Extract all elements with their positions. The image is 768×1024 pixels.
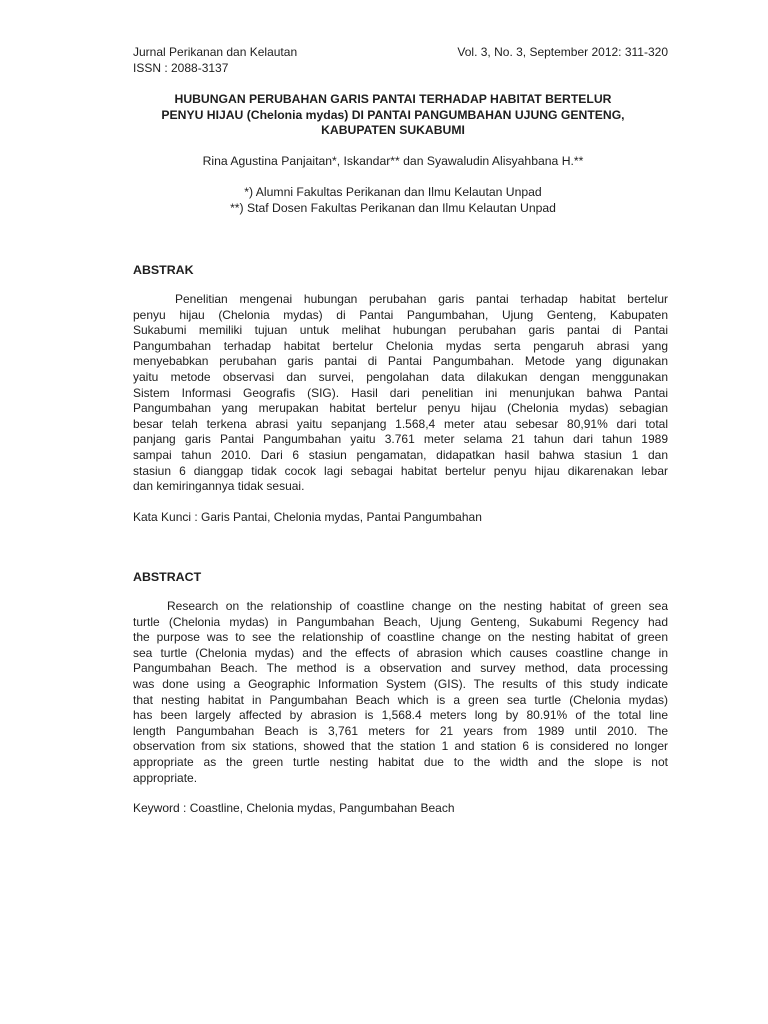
volume-info: Vol. 3, No. 3, September 2012: 311-320 (457, 45, 668, 59)
abstrak-line: besar telah terkena abrasi yaitu sepanjang 1.568,4 meter atau sebesar 80,91% dari total (133, 416, 668, 431)
affiliation: **) Staf Dosen Fakultas Perikanan dan Ilmu Kelautan Unpad (230, 201, 556, 215)
title-line: HUBUNGAN PERUBAHAN GARIS PANTAI TERHADAP HABITAT BERTELUR (174, 92, 612, 106)
affiliations (118, 184, 668, 216)
paper-title (118, 92, 668, 139)
abstract-line: the purpose was to see the relationship of coastline change on the nesting habitat of green (133, 630, 668, 645)
abstrak-line: stasiun 6 dianggap tidak cocok lagi sebagai habitat bertelur penyu hijau dikarenakan lebar (133, 463, 668, 478)
abstrak-line: dan kemiringannya tidak sesuai. (133, 479, 305, 494)
keywords: Keyword : Coastline, Chelonia mydas, Pangumbahan Beach (133, 801, 455, 815)
abstract-heading: ABSTRACT (133, 570, 202, 584)
abstract-line: Research on the relationship of coastline change on the nesting habitat of green sea (167, 599, 668, 613)
abstrak-line: penyu hijau (Chelonia mydas) di Pantai Pangumbahan, Ujung Genteng, Kabupaten (133, 307, 668, 322)
abstrak-line: Sistem Informasi Geografis (SIG). Hasil dari penelitian ini menunjukan bahwa Pantai (133, 385, 668, 400)
abstrak-line: Pangumbahan yang merupakan habitat bertelur penyu hijau (Chelonia mydas) sebagian (133, 401, 668, 416)
abstract-body (133, 599, 668, 786)
abstrak-heading: ABSTRAK (133, 263, 194, 277)
abstrak-line: Penelitian mengenai hubungan perubahan garis pantai terhadap habitat bertelur (175, 292, 668, 306)
abstract-line: has been largely affected by abrasion is 1,568.4 meters long by 80.91% of the total line (133, 708, 668, 723)
abstract-line: that nesting habitat in Pangumbahan Beach which is a green sea turtle (Chelonia mydas) (133, 692, 668, 707)
abstrak-line: Pangumbahan terhadap habitat bertelur Chelonia mydas serta pengaruh abrasi yang (133, 338, 668, 353)
abstract-line: was done using a Geographic Information System (GIS). The results of this study indicate (133, 676, 668, 691)
abstract-line: length Pangumbahan Beach is 3,761 meters for 21 years from 1989 until 2010. The (133, 723, 668, 738)
abstrak-line: Sukabumi memiliki tujuan untuk melihat hubungan perubahan garis pantai di Pantai (133, 323, 668, 338)
abstrak-line: menyebabkan perubahan garis pantai di Pantai Pangumbahan. Metode yang digunakan (133, 354, 668, 369)
abstract-line: turtle (Chelonia mydas) in Pangumbahan Beach, Ujung Genteng, Sukabumi Regency had (133, 614, 668, 629)
title-line: PENYU HIJAU (Chelonia mydas) DI PANTAI PANGUMBAHAN UJUNG GENTENG, (161, 107, 625, 122)
abstrak-body (133, 292, 668, 495)
abstrak-line: sampai tahun 2010. Dari 6 stasiun pengamatan, didapatkan hasil bahwa stasiun 1 dan (133, 447, 668, 462)
authors: Rina Agustina Panjaitan*, Iskandar** dan Syawaludin Alisyahbana H.** (202, 154, 584, 168)
affiliation: *) Alumni Fakultas Perikanan dan Ilmu Kelautan Unpad (244, 185, 542, 199)
abstract-line: appropriate as the green turtle nesting habitat due to the width and the slope is not (133, 754, 668, 769)
abstract-line: Pangumbahan Beach. The method is a observation and survey method, data processing (133, 661, 668, 676)
abstrak-line: panjang garis Pantai Pangumbahan yaitu 3.761 meter selama 21 tahun dari tahun 1989 (133, 432, 668, 447)
journal-name: Jurnal Perikanan dan Kelautan (133, 45, 298, 59)
abstract-line: appropriate. (133, 770, 198, 785)
abstract-line: sea turtle (Chelonia mydas) and the effects of abrasion which causes coastline change in (133, 645, 668, 660)
title-line: KABUPATEN SUKABUMI (321, 123, 465, 137)
kata-kunci: Kata Kunci : Garis Pantai, Chelonia mydas, Pantai Pangumbahan (133, 510, 482, 524)
abstrak-line: yaitu metode observasi dan survei, pengolahan data dilakukan dengan menggunakan (133, 369, 668, 384)
abstract-line: observation from six stations, showed that the station 1 and station 6 is considered no longer (133, 739, 668, 754)
issn: ISSN : 2088-3137 (133, 61, 229, 75)
